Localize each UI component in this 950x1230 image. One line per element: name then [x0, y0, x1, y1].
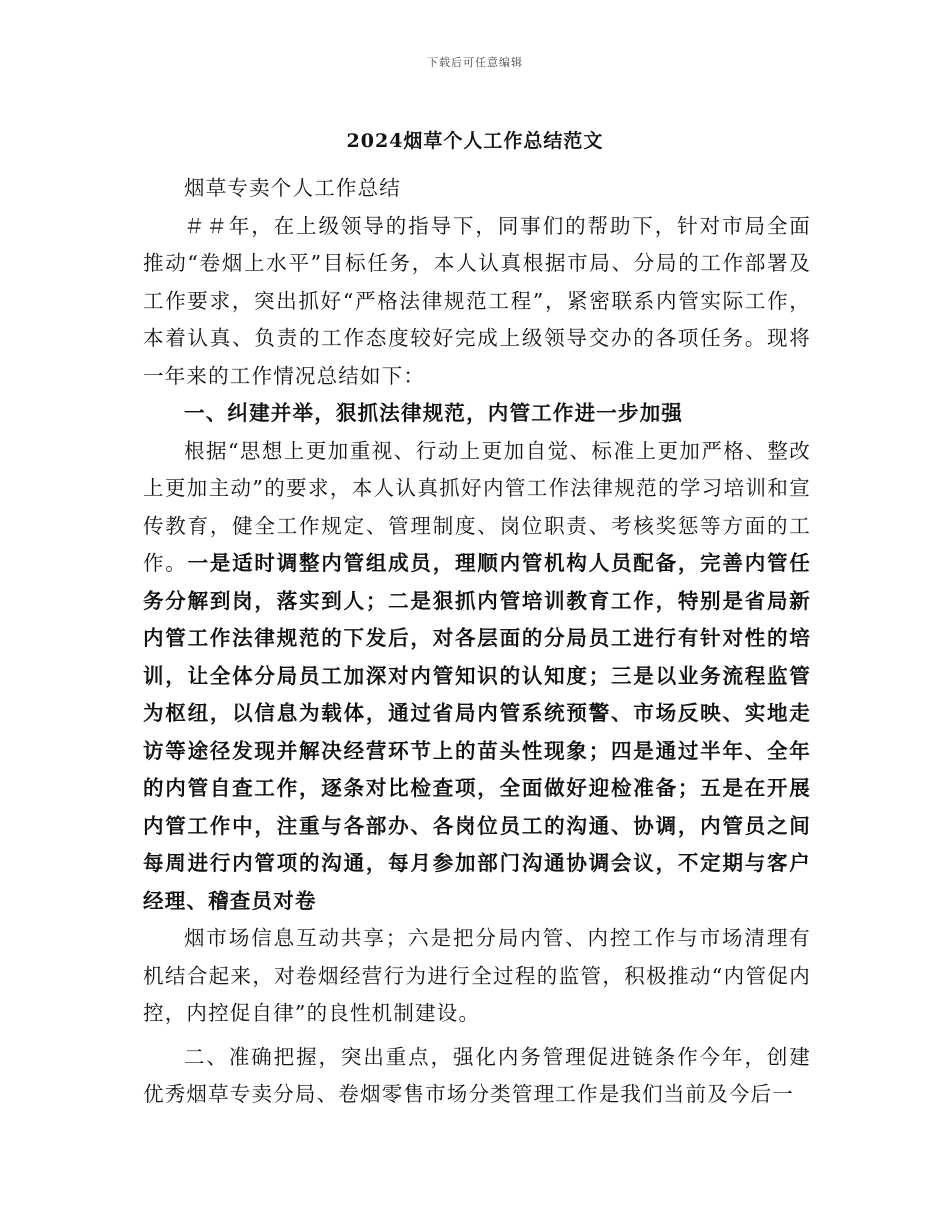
- section1-text-bold: 一是适时调整内管组成员，理顺内管机构人员配备，完善内管任务分解到岗，落实到人；二是狠抓内管培训教育工作，特别是省局新内管工作法律规范的下发后，对各层面的分局员工进行有针对性的培训，让全体分局员工加深对内管知识的认知度；三是以业务流程监管为枢纽，以信息为载体，通过省局内管系统预警、市场反映、实地走访等途径发现并解决经营环节上的苗头性现象；四是通过半年、全年的内管自查工作，逐条对比检查项，全面做好迎检准备；五是在开展内管工作中，注重与各部办、各岗位员工的沟通、协调，内管员之间每周进行内管项的沟通，每月参加部门沟通协调会议，不定期与客户经理、稽查员对卷: [143, 551, 811, 913]
- document-body: [143, 170, 811, 1114]
- document-title: 2024烟草个人工作总结范文: [346, 130, 604, 152]
- section1-paragraph: [143, 433, 811, 921]
- section1-heading: 一、纠建并举，狠抓法律规范，内管工作进一步加强: [184, 401, 684, 425]
- section2-paragraph: 二、准确把握，突出重点，强化内务管理促进链条作今年，创建优秀烟草专卖分局、卷烟零售市场分类管理工作是我们当前及今后一: [143, 1044, 811, 1106]
- section1-continuation-paragraph: 烟市场信息互动共享；六是把分局内管、内控工作与市场清理有机结合起来，对卷烟经营行为进行全过程的监管，积极推动“内管促内控，内控促自律”的良性机制建设。: [143, 926, 811, 1025]
- subtitle-paragraph: 烟草专卖个人工作总结: [184, 176, 401, 200]
- header-note: 下载后可任意编辑: [427, 56, 523, 69]
- intro-paragraph: ＃＃年，在上级领导的指导下，同事们的帮助下，针对市局全面推动“卷烟上水平”目标任务，本人认真根据市局、分局的工作部署及工作要求，突出抓好“严格法律规范工程”，紧密联系内管实际工作，本着认真、负责的工作态度较好完成上级领导交办的各项任务。现将一年来的工作情况总结如下：: [143, 213, 811, 388]
- section1-text-normal: 根据“思想上更加重视、行动上更加自觉、标准上更加严格、整改上更加主动”的要求，本人认真抓好内管工作法律规范的学习培训和宣传教育，健全工作规定、管理制度、岗位职责、考核奖惩等方面的工作。: [143, 438, 811, 575]
